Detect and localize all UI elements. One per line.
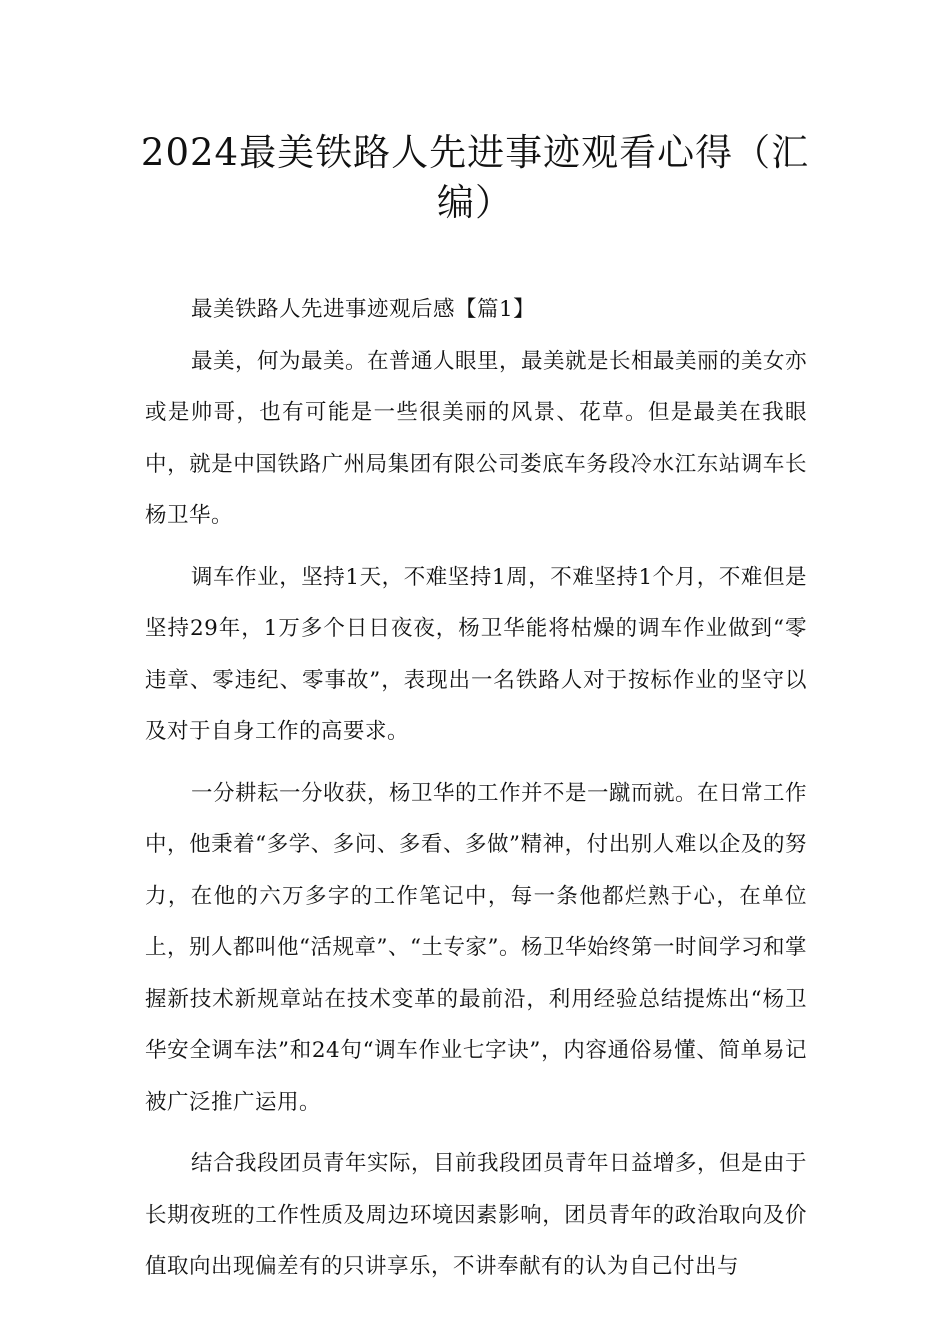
paragraph-3: 一分耕耘一分收获，杨卫华的工作并不是一蹴而就。在日常工作中，他秉着“多学、多问、多看、多做”精神，付出别人难以企及的努力，在他的六万多字的工作笔记中，每一条他都烂熟于心，在单位上，别人都叫他“活规章”、“土专家”。杨卫华始终第一时间学习和掌握新技术新规章站在技术变革的最前沿，利用经验总结提炼出“杨卫华安全调车法”和24句“调车作业七字诀”，内容通俗易懂、简单易记被广泛推广运用。 [145, 780, 808, 1115]
document-title: 2024最美铁路人先进事迹观看心得（汇编） [140, 131, 810, 224]
section-heading: 最美铁路人先进事迹观后感【篇1】 [191, 297, 536, 322]
document-body [145, 284, 807, 1303]
paragraph-4: 结合我段团员青年实际，目前我段团员青年日益增多，但是由于长期夜班的工作性质及周边环境因素影响，团员青年的政治取向及价值取向出现偏差有的只讲享乐，不讲奉献有的认为自己付出与 [145, 1151, 808, 1279]
paragraph-1: 最美，何为最美。在普通人眼里，最美就是长相最美丽的美女亦或是帅哥，也有可能是一些很美丽的风景、花草。但是最美在我眼中，就是中国铁路广州局集团有限公司娄底车务段冷水江东站调车长杨卫华。 [145, 348, 808, 528]
paragraph-2: 调车作业，坚持1天，不难坚持1周，不难坚持1个月，不难但是坚持29年，1万多个日日夜夜，杨卫华能将枯燥的调车作业做到“零违章、零违纪、零事故”，表现出一名铁路人对于按标作业的坚守以及对于自身工作的高要求。 [145, 564, 807, 744]
